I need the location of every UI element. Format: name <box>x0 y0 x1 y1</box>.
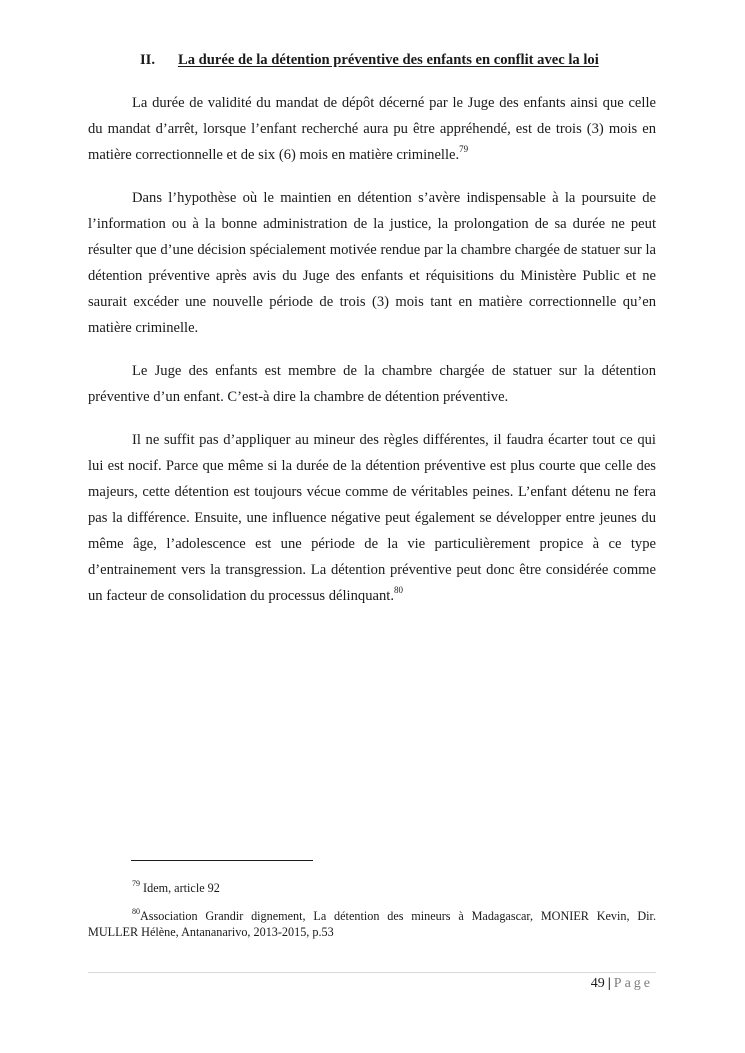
paragraph-1 <box>88 90 656 168</box>
paragraph-4 <box>88 427 656 609</box>
paragraph-text: Il ne suffit pas d’appliquer au mineur des règles différentes, il faudra écarter tout ce qui lui est nocif. Parce que même si la durée de la détention préventive est plus courte que celle des majeurs, cette détention est toujours vécue comme de véritables peines. L’enfant détenu ne fera pas la différence. Ensuite, une influence négative peut également se développer entre jeunes du même âge, l’adolescence est une période de la vie particulièrement propice à ce type d’entrainement vers la transgression. La détention préventive peut donc être considérée comme un facteur de consolidation du processus délinquant. <box>88 432 656 604</box>
paragraph-3 <box>88 358 656 410</box>
footnote-number: 79 <box>132 878 140 888</box>
paragraph-2 <box>88 185 656 341</box>
footer-separator: | <box>607 976 611 991</box>
footnote-ref-80: 80 <box>393 585 403 596</box>
footnote-text: Idem, article 92 <box>140 881 220 895</box>
footnote-80 <box>88 908 656 940</box>
page-number: 49 <box>590 976 605 991</box>
footnote-number: 80 <box>132 906 140 916</box>
paragraph-text: Le Juge des enfants est membre de la chambre chargée de statuer sur la détention préventive d’un enfant. C’est-à dire la chambre de détention préventive. <box>88 363 656 405</box>
page-label: Page <box>613 976 653 991</box>
footnote-79 <box>88 880 656 896</box>
footnotes <box>88 880 656 952</box>
footnote-ref-79: 79 <box>459 144 469 155</box>
paragraph-text: La durée de validité du mandat de dépôt décerné par le Juge des enfants ainsi que celle du mandat d’arrêt, lorsque l’enfant recherché aura pu être appréhendé, est de trois (3) mois en matière correctionnelle et de six (6) mois en matière criminelle. <box>88 95 656 163</box>
footer-divider <box>88 972 656 973</box>
footnote-separator <box>131 860 313 861</box>
page-footer <box>591 975 653 993</box>
section-title: La durée de la détention préventive des enfants en conflit avec la loi <box>178 52 599 68</box>
paragraph-text: Dans l’hypothèse où le maintien en détention s’avère indispensable à la poursuite de l’information ou à la bonne administration de la justice, la prolongation de sa durée ne peut résulter que d’une décision spécialement motivée rendue par la chambre chargée de statuer sur la détention préventive après avis du Juge des enfants et réquisitions du Ministère Public et ne saurait excéder une nouvelle période de trois (3) mois tant en matière correctionnelle qu’en matière criminelle. <box>88 190 656 336</box>
section-number: II. <box>140 52 156 68</box>
footnote-text: Association Grandir dignement, La détention des mineurs à Madagascar, MONIER Kevin, Dir. MULLER Hélène, Antananarivo, 2013-2015, p.53 <box>88 909 656 939</box>
body-text <box>88 90 656 626</box>
